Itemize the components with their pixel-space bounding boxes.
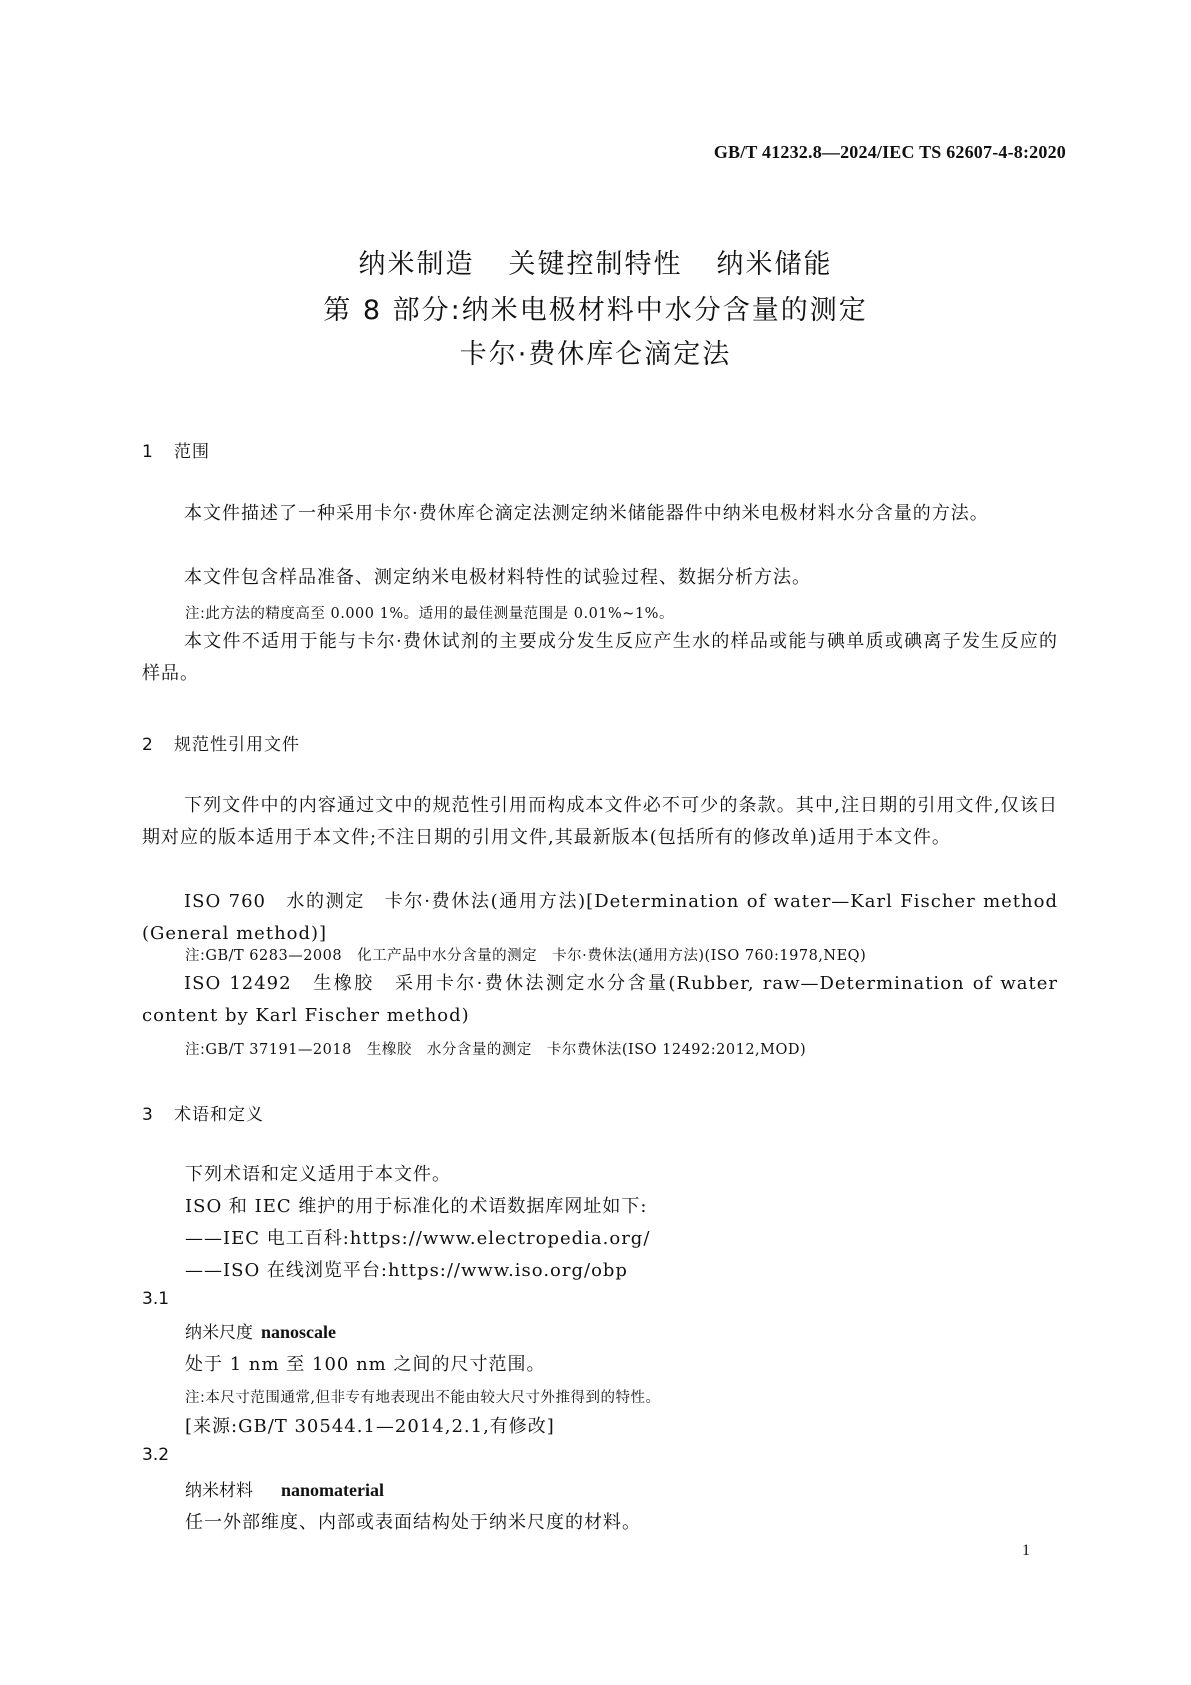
- term-zh: 纳米尺度: [185, 1323, 253, 1343]
- term-definition: 任一外部维度、内部或表面结构处于纳米尺度的材料。: [185, 1512, 641, 1533]
- term-number: 3.2: [142, 1445, 170, 1465]
- iso-obp-link: ——ISO 在线浏览平台:https://www.iso.org/obp: [185, 1260, 628, 1281]
- electropedia-link: ——IEC 电工百科:https://www.electropedia.org/: [185, 1228, 651, 1249]
- note-text: GB/T 37191—2018 生橡胶 水分含量的测定 卡尔费休法(ISO 12492:2012,MOD): [205, 1042, 807, 1058]
- section-3-heading: [142, 1100, 264, 1125]
- note-text: 此方法的精度高至 0.000 1%。适用的最佳测量范围是 0.01%~1%。: [205, 606, 674, 622]
- section-number: 3: [142, 1105, 154, 1125]
- note: [185, 1386, 661, 1407]
- note-label: 注:: [185, 1390, 206, 1406]
- note: [185, 1038, 806, 1059]
- standard-code: GB/T 41232.8—2024/IEC TS 62607-4-8:2020: [713, 142, 1066, 162]
- section-2-heading: [142, 730, 300, 755]
- section-title: 范围: [174, 442, 210, 462]
- note-label: 注:: [185, 606, 206, 622]
- paragraph: 本文件不适用于能与卡尔·费休试剂的主要成分发生反应产生水的样品或能与碘单质或碘离子发生反应的样品。: [142, 631, 1058, 684]
- paragraph: 下列文件中的内容通过文中的规范性引用而构成本文件必不可少的条款。其中,注日期的引用文件,仅该日期对应的版本适用于本文件;不注日期的引用文件,其最新版本(包括所有的修改单)适用于本文件。: [142, 795, 1058, 848]
- section-number: 2: [142, 735, 154, 755]
- note-text: 本尺寸范围通常,但非专有地表现出不能由较大尺寸外推得到的特性。: [205, 1390, 661, 1406]
- title-part-2: 关键控制特性: [508, 249, 683, 280]
- paragraph: 本文件包含样品准备、测定纳米电极材料特性的试验过程、数据分析方法。: [184, 567, 811, 588]
- section-number: 1: [142, 442, 154, 462]
- title-part-1: 纳米制造: [358, 249, 475, 280]
- note-label: 注:: [185, 1042, 206, 1058]
- paragraph: 下列术语和定义适用于本文件。: [185, 1164, 451, 1185]
- title-line-2: 第 8 部分:纳米电极材料中水分含量的测定: [323, 295, 868, 326]
- term-en: nanomaterial: [281, 1480, 384, 1500]
- reference-iso-12492: ISO 12492 生橡胶 采用卡尔·费休法测定水分含量(Rubber, raw—Determination of water content by Karl Fischer method): [142, 973, 1058, 1026]
- page-number: 1: [1022, 1542, 1030, 1559]
- section-title: 术语和定义: [174, 1105, 264, 1125]
- term-3-1: [185, 1318, 336, 1343]
- paragraph: 本文件描述了一种采用卡尔·费休库仑滴定法测定纳米储能器件中纳米电极材料水分含量的方法。: [184, 503, 989, 524]
- paragraph: ISO 和 IEC 维护的用于标准化的术语数据库网址如下:: [185, 1196, 648, 1217]
- note-label: 注:: [185, 948, 206, 964]
- reference-iso-760: ISO 760 水的测定 卡尔·费休法(通用方法)[Determination of water—Karl Fischer method (General method)]: [142, 891, 1058, 944]
- term-number: 3.1: [142, 1289, 170, 1309]
- section-1-heading: [142, 437, 210, 462]
- note: [185, 944, 866, 965]
- title-line-1: [0, 243, 1191, 287]
- note-text: GB/T 6283—2008 化工产品中水分含量的测定 卡尔·费休法(通用方法)(ISO 760:1978,NEQ): [205, 948, 867, 964]
- term-en: nanoscale: [261, 1322, 337, 1342]
- title-line-3: 卡尔·费休库仑滴定法: [459, 339, 732, 370]
- term-3-2: [185, 1476, 384, 1501]
- term-definition: 处于 1 nm 至 100 nm 之间的尺寸范围。: [185, 1354, 546, 1375]
- note: [185, 602, 674, 623]
- title-part-3: 纳米储能: [716, 249, 833, 280]
- term-zh: 纳米材料: [185, 1481, 253, 1501]
- term-source: [来源:GB/T 30544.1—2014,2.1,有修改]: [185, 1416, 555, 1437]
- section-title: 规范性引用文件: [174, 735, 300, 755]
